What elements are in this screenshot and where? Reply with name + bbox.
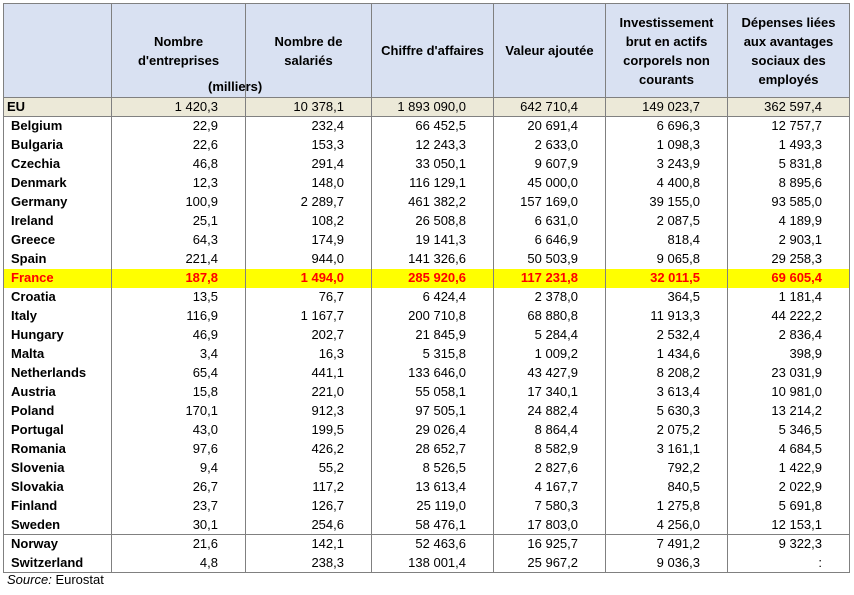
table-cell: 4 684,5 <box>728 440 850 459</box>
row-label: Norway <box>4 535 112 554</box>
table-cell: 200 710,8 <box>372 307 494 326</box>
table-cell: 2 289,7 <box>246 193 372 212</box>
table-cell: 5 831,8 <box>728 155 850 174</box>
row-label: Croatia <box>4 288 112 307</box>
table-cell: 116 129,1 <box>372 174 494 193</box>
table-cell: 22,9 <box>112 117 246 136</box>
table-cell: 912,3 <box>246 402 372 421</box>
table-row <box>4 250 850 269</box>
table-cell: 29 258,3 <box>728 250 850 269</box>
row-label: Ireland <box>4 212 112 231</box>
table-cell: 26,7 <box>112 478 246 497</box>
table-cell: 285 920,6 <box>372 269 494 288</box>
table-cell: 364,5 <box>606 288 728 307</box>
table-row <box>4 136 850 155</box>
table-cell: 22,6 <box>112 136 246 155</box>
table-cell: 28 652,7 <box>372 440 494 459</box>
table-cell: 58 476,1 <box>372 516 494 535</box>
table-cell: 199,5 <box>246 421 372 440</box>
table-cell: 6 696,3 <box>606 117 728 136</box>
table-cell: 5 630,3 <box>606 402 728 421</box>
table-cell: 1 181,4 <box>728 288 850 307</box>
table-cell: 9 322,3 <box>728 535 850 554</box>
table-cell: 13 214,2 <box>728 402 850 421</box>
table-cell: 24 882,4 <box>494 402 606 421</box>
table-cell: 13 613,4 <box>372 478 494 497</box>
table-cell: 9 036,3 <box>606 554 728 573</box>
table-cell: 7 491,2 <box>606 535 728 554</box>
table-cell: 12 757,7 <box>728 117 850 136</box>
table-row <box>4 269 850 288</box>
table-cell: 69 605,4 <box>728 269 850 288</box>
table-cell: 1 494,0 <box>246 269 372 288</box>
table-cell: 3 243,9 <box>606 155 728 174</box>
table-row <box>4 497 850 516</box>
table-cell: 16 925,7 <box>494 535 606 554</box>
row-label: Malta <box>4 345 112 364</box>
table-cell: 157 169,0 <box>494 193 606 212</box>
table-cell: 44 222,2 <box>728 307 850 326</box>
table-cell: 16,3 <box>246 345 372 364</box>
row-label: Greece <box>4 231 112 250</box>
table-cell: 21 845,9 <box>372 326 494 345</box>
table-cell: 1 893 090,0 <box>372 98 494 117</box>
table-cell: 12 243,3 <box>372 136 494 155</box>
table-cell: 1 434,6 <box>606 345 728 364</box>
row-label: Italy <box>4 307 112 326</box>
table-cell: 1 420,3 <box>112 98 246 117</box>
table-row <box>4 98 850 117</box>
row-label: Netherlands <box>4 364 112 383</box>
unit-label: (milliers) <box>208 79 263 94</box>
table-cell: 221,0 <box>246 383 372 402</box>
table-cell: 10 378,1 <box>246 98 372 117</box>
table-row <box>4 288 850 307</box>
table-cell: 141 326,6 <box>372 250 494 269</box>
row-label: Poland <box>4 402 112 421</box>
table-cell: 3,4 <box>112 345 246 364</box>
row-label: Spain <box>4 250 112 269</box>
table-cell: 19 141,3 <box>372 231 494 250</box>
table-cell: 187,8 <box>112 269 246 288</box>
col-header-investissement: Investissement brut en actifs corporels non courants <box>606 4 728 98</box>
table-cell: 2 532,4 <box>606 326 728 345</box>
table-row <box>4 212 850 231</box>
table-cell: 97,6 <box>112 440 246 459</box>
table-row <box>4 345 850 364</box>
table-cell: 362 597,4 <box>728 98 850 117</box>
table-cell: 1 098,3 <box>606 136 728 155</box>
source-value: Eurostat <box>55 572 104 587</box>
table-cell: 2 903,1 <box>728 231 850 250</box>
table-cell: 1 009,2 <box>494 345 606 364</box>
table-body <box>4 98 850 573</box>
col-header-label: Nombre d'entreprises <box>137 33 220 68</box>
statistics-table <box>3 3 850 573</box>
table-cell: 12 153,1 <box>728 516 850 535</box>
table-cell: 64,3 <box>112 231 246 250</box>
table-cell: 441,1 <box>246 364 372 383</box>
table-cell: 117,2 <box>246 478 372 497</box>
table-cell: 76,7 <box>246 288 372 307</box>
row-label: Slovakia <box>4 478 112 497</box>
table-row <box>4 459 850 478</box>
table-cell: 944,0 <box>246 250 372 269</box>
row-label: Denmark <box>4 174 112 193</box>
table-row <box>4 421 850 440</box>
table-cell: 461 382,2 <box>372 193 494 212</box>
table-cell: 26 508,8 <box>372 212 494 231</box>
table-cell: 15,8 <box>112 383 246 402</box>
table-row <box>4 326 850 345</box>
table-cell: 2 022,9 <box>728 478 850 497</box>
table-row <box>4 402 850 421</box>
table-row <box>4 155 850 174</box>
table-row <box>4 478 850 497</box>
table-cell: 174,9 <box>246 231 372 250</box>
table-cell: 17 340,1 <box>494 383 606 402</box>
table-cell: 9 065,8 <box>606 250 728 269</box>
source-label: Source: <box>7 572 52 587</box>
table-cell: 5 315,8 <box>372 345 494 364</box>
table-row <box>4 554 850 573</box>
table-cell: 97 505,1 <box>372 402 494 421</box>
table-cell: 238,3 <box>246 554 372 573</box>
table-cell: 642 710,4 <box>494 98 606 117</box>
table-cell: 10 981,0 <box>728 383 850 402</box>
table-cell: 17 803,0 <box>494 516 606 535</box>
table-row <box>4 516 850 535</box>
table-cell: 32 011,5 <box>606 269 728 288</box>
table-cell: 2 827,6 <box>494 459 606 478</box>
table-row <box>4 231 850 250</box>
table-cell: 6 631,0 <box>494 212 606 231</box>
col-header-chiffre-affaires: Chiffre d'affaires <box>372 4 494 98</box>
table-cell: 2 633,0 <box>494 136 606 155</box>
table-cell: 3 161,1 <box>606 440 728 459</box>
table-cell: 1 493,3 <box>728 136 850 155</box>
table-cell: 39 155,0 <box>606 193 728 212</box>
table-cell: 232,4 <box>246 117 372 136</box>
table-cell: 148,0 <box>246 174 372 193</box>
table-cell: 13,5 <box>112 288 246 307</box>
table-cell: 21,6 <box>112 535 246 554</box>
table-cell: 840,5 <box>606 478 728 497</box>
table-cell: 52 463,6 <box>372 535 494 554</box>
table-cell: 93 585,0 <box>728 193 850 212</box>
table-cell: 46,9 <box>112 326 246 345</box>
table-cell: 126,7 <box>246 497 372 516</box>
col-header-depenses: Dépenses liées aux avantages sociaux des employés <box>728 4 850 98</box>
table-cell: 45 000,0 <box>494 174 606 193</box>
table-cell: 6 646,9 <box>494 231 606 250</box>
table-cell: 254,6 <box>246 516 372 535</box>
table-cell: 1 275,8 <box>606 497 728 516</box>
table-cell: : <box>728 554 850 573</box>
table-row <box>4 307 850 326</box>
table-cell: 43,0 <box>112 421 246 440</box>
table-cell: 25,1 <box>112 212 246 231</box>
table-cell: 3 613,4 <box>606 383 728 402</box>
table-row <box>4 383 850 402</box>
table-cell: 23,7 <box>112 497 246 516</box>
table-cell: 142,1 <box>246 535 372 554</box>
table-cell: 117 231,8 <box>494 269 606 288</box>
table-cell: 2 075,2 <box>606 421 728 440</box>
table-cell: 5 346,5 <box>728 421 850 440</box>
table-cell: 221,4 <box>112 250 246 269</box>
table-cell: 2 087,5 <box>606 212 728 231</box>
table-cell: 9,4 <box>112 459 246 478</box>
table-cell: 9 607,9 <box>494 155 606 174</box>
table-cell: 50 503,9 <box>494 250 606 269</box>
table-cell: 108,2 <box>246 212 372 231</box>
table-cell: 33 050,1 <box>372 155 494 174</box>
table-cell: 4 256,0 <box>606 516 728 535</box>
row-label: EU <box>4 98 112 117</box>
table-cell: 426,2 <box>246 440 372 459</box>
row-label: Romania <box>4 440 112 459</box>
table-cell: 12,3 <box>112 174 246 193</box>
table-cell: 5 691,8 <box>728 497 850 516</box>
row-label: Germany <box>4 193 112 212</box>
table-cell: 4 189,9 <box>728 212 850 231</box>
table-cell: 30,1 <box>112 516 246 535</box>
table-cell: 4 167,7 <box>494 478 606 497</box>
table-row <box>4 440 850 459</box>
table-cell: 2 378,0 <box>494 288 606 307</box>
table-cell: 291,4 <box>246 155 372 174</box>
table-row <box>4 174 850 193</box>
table-cell: 8 582,9 <box>494 440 606 459</box>
table-cell: 2 836,4 <box>728 326 850 345</box>
table-cell: 6 424,4 <box>372 288 494 307</box>
row-label: Hungary <box>4 326 112 345</box>
table-cell: 133 646,0 <box>372 364 494 383</box>
table-cell: 55,2 <box>246 459 372 478</box>
corner-cell <box>4 4 112 98</box>
row-label: Belgium <box>4 117 112 136</box>
table-cell: 170,1 <box>112 402 246 421</box>
table-cell: 149 023,7 <box>606 98 728 117</box>
row-label: Czechia <box>4 155 112 174</box>
col-header-nombre-salaries: Nombre de salariés <box>246 4 372 98</box>
row-label: Switzerland <box>4 554 112 573</box>
row-label: Austria <box>4 383 112 402</box>
table-cell: 25 967,2 <box>494 554 606 573</box>
row-label: Sweden <box>4 516 112 535</box>
col-header-nombre-entreprises <box>112 4 263 98</box>
col-header-valeur-ajoutee: Valeur ajoutée <box>494 4 606 98</box>
table-cell: 1 422,9 <box>728 459 850 478</box>
table-cell: 202,7 <box>246 326 372 345</box>
table-cell: 398,9 <box>728 345 850 364</box>
table-cell: 8 526,5 <box>372 459 494 478</box>
table-cell: 818,4 <box>606 231 728 250</box>
source-note <box>7 572 104 587</box>
table-cell: 5 284,4 <box>494 326 606 345</box>
row-label: Portugal <box>4 421 112 440</box>
table-cell: 138 001,4 <box>372 554 494 573</box>
table-cell: 66 452,5 <box>372 117 494 136</box>
row-label: Finland <box>4 497 112 516</box>
table-cell: 29 026,4 <box>372 421 494 440</box>
table-cell: 23 031,9 <box>728 364 850 383</box>
row-label: Bulgaria <box>4 136 112 155</box>
table-cell: 20 691,4 <box>494 117 606 136</box>
table-cell: 25 119,0 <box>372 497 494 516</box>
table-cell: 55 058,1 <box>372 383 494 402</box>
table-row <box>4 117 850 136</box>
table-cell: 8 208,2 <box>606 364 728 383</box>
table-cell: 153,3 <box>246 136 372 155</box>
table-row <box>4 364 850 383</box>
table-cell: 43 427,9 <box>494 364 606 383</box>
header-row <box>4 4 850 98</box>
table-cell: 1 167,7 <box>246 307 372 326</box>
table-cell: 4 400,8 <box>606 174 728 193</box>
table-cell: 8 895,6 <box>728 174 850 193</box>
table-cell: 68 880,8 <box>494 307 606 326</box>
row-label: France <box>4 269 112 288</box>
table-cell: 100,9 <box>112 193 246 212</box>
table-cell: 11 913,3 <box>606 307 728 326</box>
table-row <box>4 193 850 212</box>
table-cell: 7 580,3 <box>494 497 606 516</box>
table-cell: 792,2 <box>606 459 728 478</box>
table-cell: 8 864,4 <box>494 421 606 440</box>
table-cell: 65,4 <box>112 364 246 383</box>
table-cell: 4,8 <box>112 554 246 573</box>
table-row <box>4 535 850 554</box>
table-cell: 116,9 <box>112 307 246 326</box>
table-cell: 46,8 <box>112 155 246 174</box>
row-label: Slovenia <box>4 459 112 478</box>
